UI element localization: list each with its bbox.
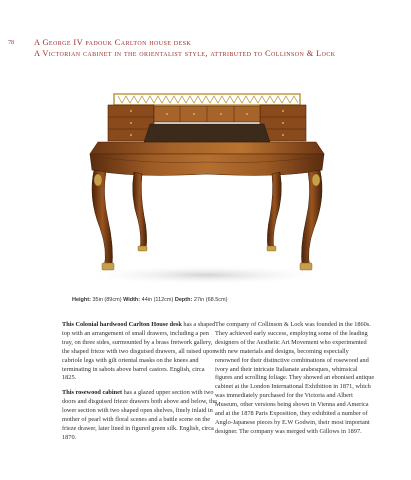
height-value: 35in (89cm) <box>92 297 122 303</box>
cabinet-description-body: has a glazed upper section with two doors and disguised frieze drawers both above and below, the lower section with two shaped open shelves, finely inlaid in mother of pearl with floral scenes and a battle scene on the frieze drawer, later lined in figured green silk. English, circa 1870. <box>62 389 217 441</box>
height-label: Height: <box>72 297 91 303</box>
collinson-lock-history: The company of Collinson & Lock was founded in the 1860s. They achieved early success, employing some of the leading designers of the Aesthetic Art Movement who experimented with new materials and designs, becoming especially renowned for their distinctive combinations of rosewood and ivory and their intricate Italianate arabesques, whimsical figures and scrolling foliage. They showed an ebonised antique cabinet at the London International Exhibition in 1871, which was immediately purchased for the Victoria and Albert Museum, other versions being shown in Vienna and America and at the 1878 Paris Exposition, they exhibited a number of Anglo-Japanese pieces by E.W Godwin, their most important designer. The company was merged with Gillows in 1897. <box>215 321 375 435</box>
cabinet-description <box>62 389 218 442</box>
left-column <box>62 321 218 449</box>
title-cabinet: A Victorian cabinet in the orientalist style, attributed to Collinson & Lock <box>34 49 336 58</box>
desk-description-body: has a shaped top with an arrangement of small drawers, including a pen tray, on three sides, surmounted by a brass fretwork gallery, the shaped frieze with two disguised drawers, all raised upon cabriole legs with gilt oriental masks on the knees and terminating in sabots above barrel castors. English, circa 1825. <box>62 321 216 382</box>
frieze <box>90 154 324 175</box>
title-block <box>34 37 394 59</box>
title-desk: A George IV padouk Carlton house desk <box>34 38 192 47</box>
depth-label: Depth: <box>174 297 193 303</box>
desk-photo <box>34 70 379 292</box>
page-number: 78 <box>8 40 14 46</box>
dimensions-line <box>72 297 227 303</box>
width-label: Width: <box>123 297 141 303</box>
cabinet-description-lead: This rosewood cabinet <box>62 389 123 397</box>
brass-gallery <box>114 94 300 105</box>
desk-description <box>62 321 218 383</box>
cabriole-legs <box>92 170 322 270</box>
right-column <box>215 321 375 443</box>
depth-value: 27in (68.5cm) <box>193 297 228 303</box>
desk-description-lead: This Colonial hardwood Carlton House desk <box>62 321 182 328</box>
width-value: 44in (112cm) <box>141 297 174 303</box>
